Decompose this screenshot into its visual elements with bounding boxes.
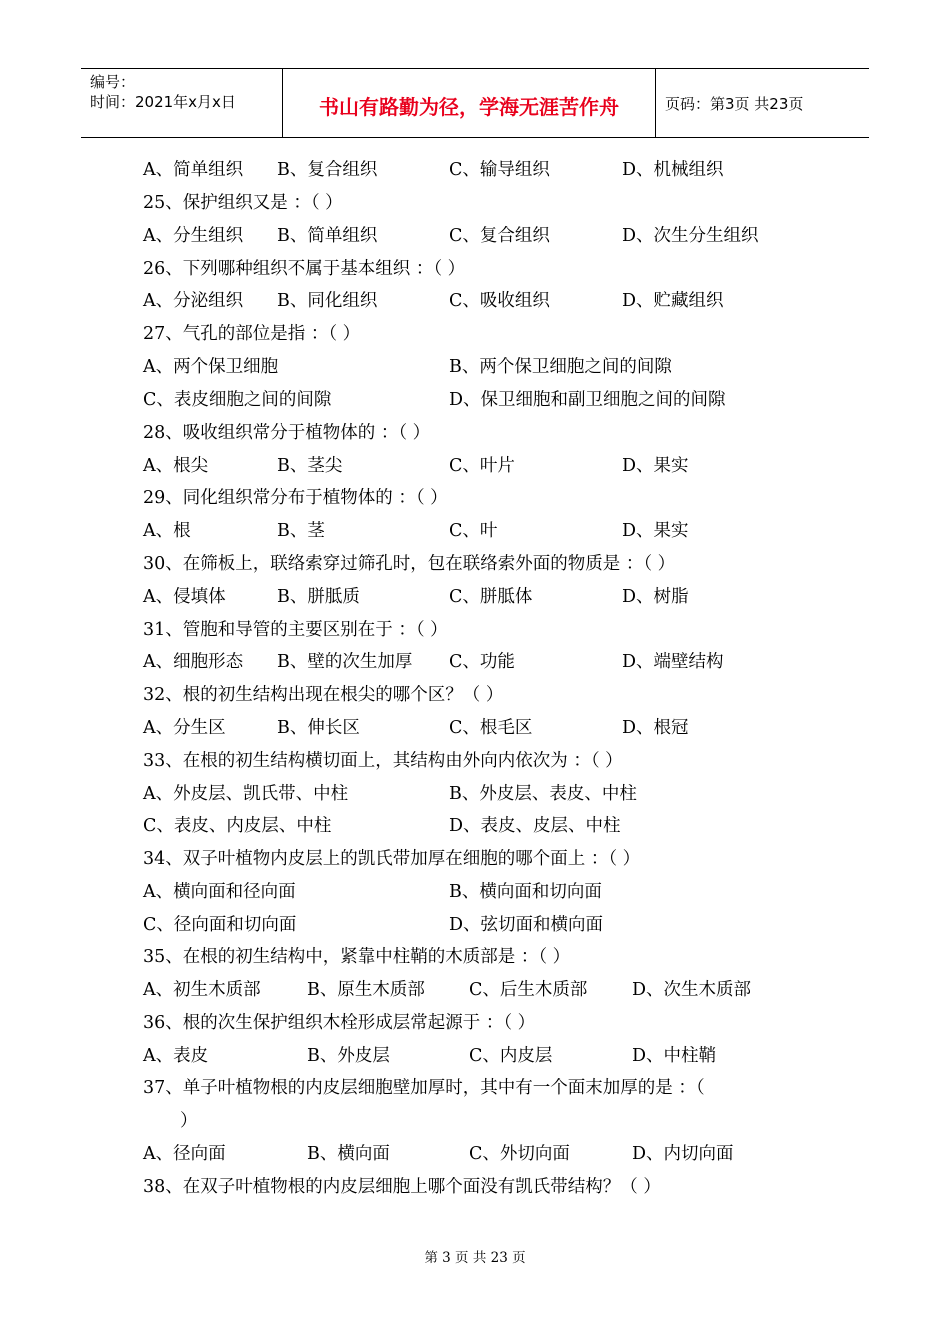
question-34: 34、双子叶植物内皮层上的凯氏带加厚在细胞的哪个面上 ：（ ）	[143, 849, 641, 869]
option-a: A、分泌组织	[143, 291, 244, 311]
option-b: B、胼胝质	[277, 587, 360, 607]
option-b: B、茎尖	[277, 456, 343, 476]
question-37-continuation: ）	[180, 1111, 198, 1131]
question-28: 28、吸收组织常分于植物体的 ：（ ）	[143, 423, 431, 443]
option-d: D、贮藏组织	[622, 291, 724, 311]
option-c: C、后生木质部	[469, 980, 588, 1000]
option-a: A、外皮层、凯氏带、中柱	[143, 784, 349, 804]
option-d: D、次生木质部	[632, 980, 752, 1000]
option-b: B、伸长区	[277, 718, 360, 738]
option-a: A、横向面和径向面	[143, 882, 296, 902]
question-25: 25、保护组织又是 ：（ ）	[143, 193, 343, 213]
option-b: B、横向面	[307, 1144, 390, 1164]
option-c: C、内皮层	[469, 1046, 553, 1066]
option-d: D、中柱鞘	[632, 1046, 717, 1066]
question-29: 29、同化组织常分布于植物体的 ：（ ）	[143, 488, 448, 508]
option-d: D、根冠	[622, 718, 689, 738]
option-d: D、弦切面和横向面	[449, 915, 604, 935]
option-c: C、根毛区	[449, 718, 533, 738]
option-a: A、根	[143, 521, 191, 541]
question-30: 30、在筛板上，联络索穿过筛孔时，包在联络索外面的物质是 ：（ ）	[143, 554, 676, 574]
option-d: D、机械组织	[622, 160, 724, 180]
option-b: B、原生木质部	[307, 980, 425, 1000]
option-c: C、径向面和切向面	[143, 915, 297, 935]
option-b: B、复合组织	[277, 160, 378, 180]
option-d: D、表皮、皮层、中柱	[449, 816, 621, 836]
option-a: A、侵填体	[143, 587, 226, 607]
option-a: A、分生组织	[143, 226, 244, 246]
question-38: 38、在双子叶植物根的内皮层细胞上哪个面没有凯氏带结构？（ ）	[143, 1177, 661, 1197]
option-d: D、果实	[622, 521, 689, 541]
option-b: B、简单组织	[277, 226, 378, 246]
option-c: C、叶	[449, 521, 498, 541]
option-c: C、叶片	[449, 456, 515, 476]
option-c: C、胼胝体	[449, 587, 533, 607]
question-36: 36、根的次生保护组织木栓形成层常起源于 ：（ ）	[143, 1013, 536, 1033]
option-d: D、次生分生组织	[622, 226, 759, 246]
option-d: D、保卫细胞和副卫细胞之间的间隙	[449, 390, 726, 410]
page-info: 页码：第3页 共23页	[665, 95, 804, 113]
question-33: 33、在根的初生结构横切面上，其结构由外向内依次为 ：（ ）	[143, 751, 623, 771]
option-c: C、功能	[449, 652, 515, 672]
question-37: 37、单子叶植物根的内皮层细胞壁加厚时，其中有一个面末加厚的是 ：（	[143, 1078, 705, 1098]
page-header	[81, 68, 869, 138]
option-c: C、表皮细胞之间的间隙	[143, 390, 332, 410]
option-b: B、茎	[277, 521, 325, 541]
option-c: C、输导组织	[449, 160, 550, 180]
option-a: A、分生区	[143, 718, 226, 738]
option-b: B、横向面和切向面	[449, 882, 602, 902]
option-d: D、果实	[622, 456, 689, 476]
option-a: A、简单组织	[143, 160, 244, 180]
page-footer: 第 3 页 共 23 页	[424, 1250, 526, 1266]
option-d: D、内切向面	[632, 1144, 734, 1164]
option-a: A、初生木质部	[143, 980, 261, 1000]
question-26: 26、下列哪种组织不属于基本组织 ：（ ）	[143, 259, 466, 279]
header-left-cell	[81, 69, 281, 137]
question-32: 32、根的初生结构出现在根尖的哪个区？（ ）	[143, 685, 504, 705]
option-a: A、表皮	[143, 1046, 209, 1066]
option-c: C、外切向面	[469, 1144, 570, 1164]
date-label: 时间：2021年x月x日	[90, 93, 236, 111]
option-a: A、两个保卫细胞	[143, 357, 279, 377]
serial-number-label: 编号：	[90, 73, 136, 91]
question-31: 31、管胞和导管的主要区别在于 ：（ ）	[143, 620, 448, 640]
header-middle-cell	[282, 69, 656, 137]
option-b: B、壁的次生加厚	[277, 652, 413, 672]
option-b: B、外皮层	[307, 1046, 390, 1066]
option-d: D、端壁结构	[622, 652, 724, 672]
question-35: 35、在根的初生结构中，紧靠中柱鞘的木质部是 ：（ ）	[143, 947, 571, 967]
option-b: B、同化组织	[277, 291, 378, 311]
option-a: A、细胞形态	[143, 652, 244, 672]
option-d: D、树脂	[622, 587, 689, 607]
option-c: C、复合组织	[449, 226, 550, 246]
option-b: B、两个保卫细胞之间的间隙	[449, 357, 672, 377]
header-right-cell	[655, 69, 869, 137]
option-b: B、外皮层、表皮、中柱	[449, 784, 637, 804]
option-c: C、表皮、内皮层、中柱	[143, 816, 332, 836]
option-a: A、根尖	[143, 456, 209, 476]
motto-text: 书山有路勤为径，学海无涯苦作舟	[319, 95, 619, 119]
option-c: C、吸收组织	[449, 291, 550, 311]
question-27: 27、气孔的部位是指 ：（ ）	[143, 324, 361, 344]
option-a: A、径向面	[143, 1144, 226, 1164]
